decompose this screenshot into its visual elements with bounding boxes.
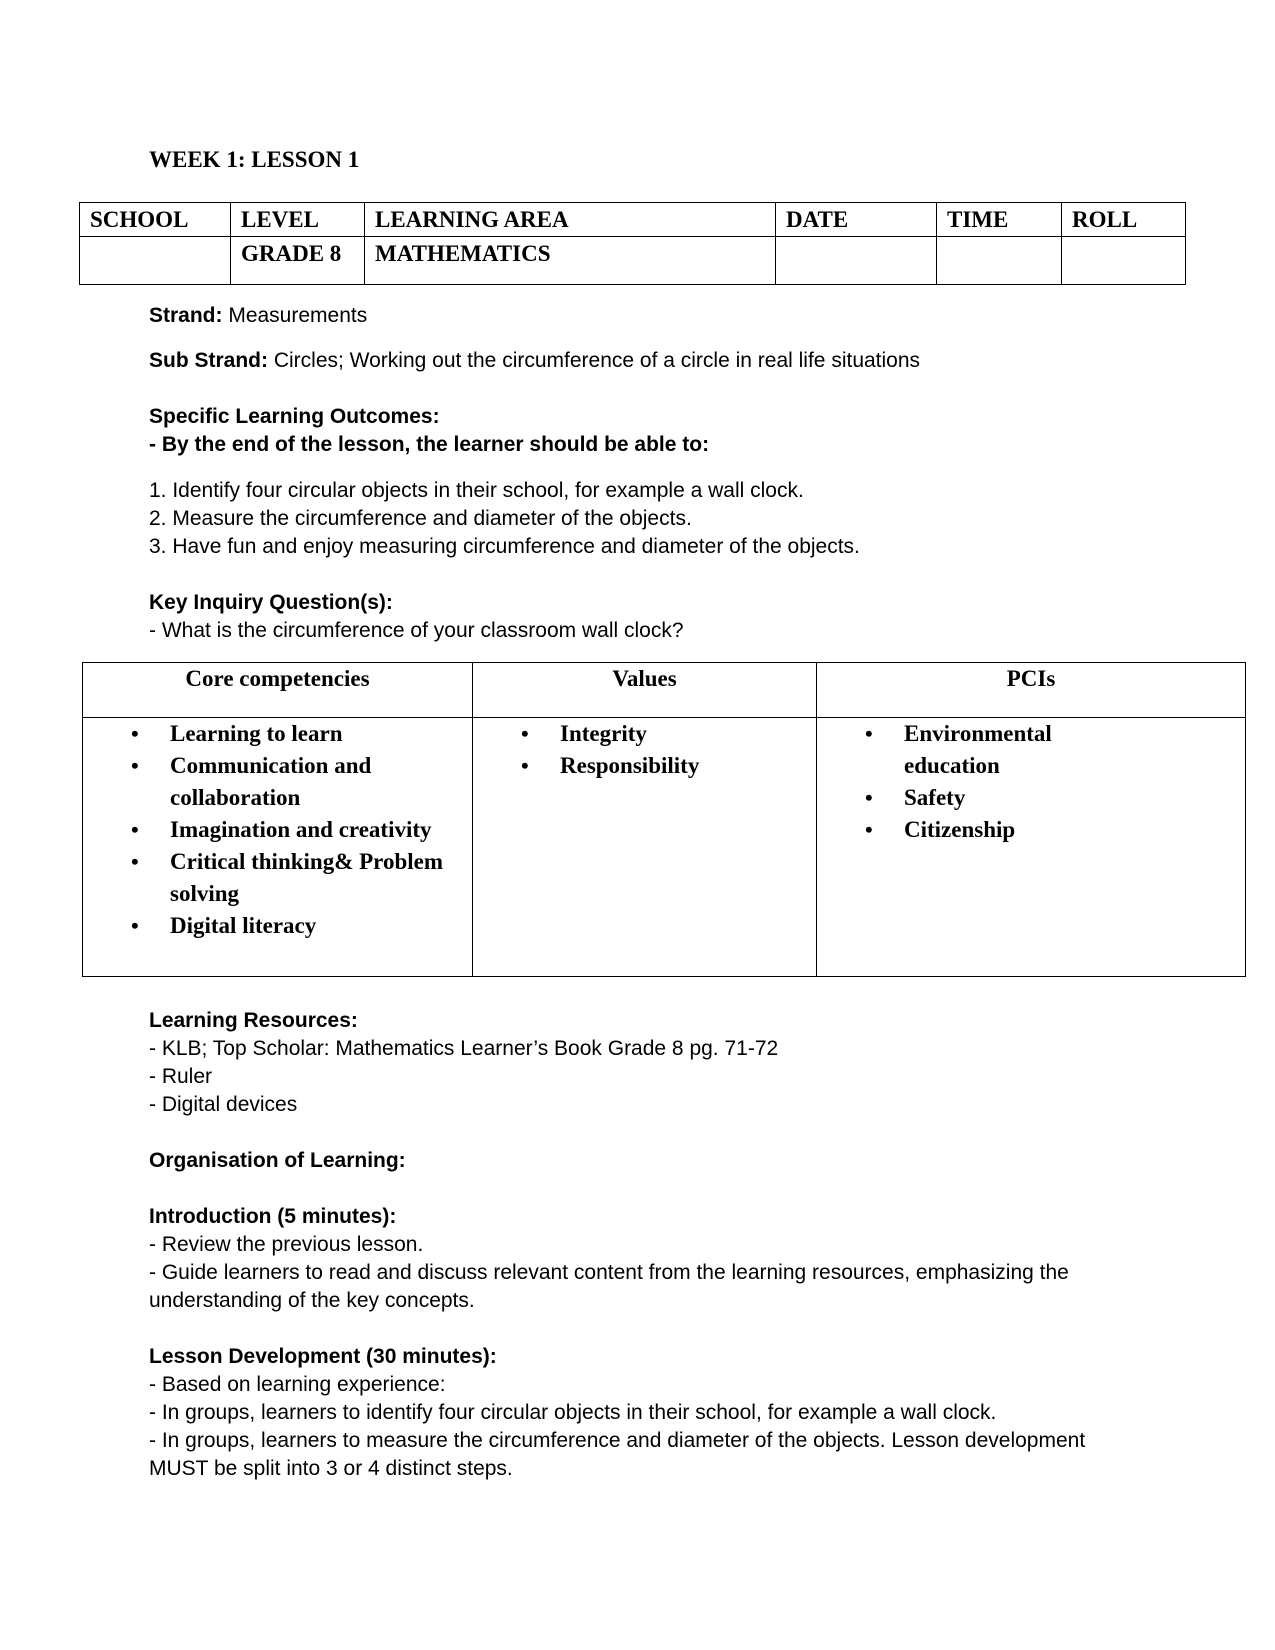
development-item: - Based on learning experience: <box>149 1373 446 1396</box>
value-cell-level: GRADE 8 <box>231 237 365 285</box>
header-cell-level: LEVEL <box>231 203 365 237</box>
outcome-item: 1. Identify four circular objects in their school, for example a wall clock. <box>149 479 804 502</box>
outcomes-intro: - By the end of the lesson, the learner should be able to: <box>149 433 710 456</box>
value-cell-learning-area: MATHEMATICS <box>365 237 776 285</box>
core-competencies-list <box>83 718 472 942</box>
week-title: WEEK 1: LESSON 1 <box>149 147 360 172</box>
introduction-item: - Review the previous lesson. <box>149 1233 424 1256</box>
development-heading: Lesson Development (30 minutes): <box>149 1345 497 1368</box>
strand-value: Measurements <box>222 304 368 327</box>
pci-item: • Safety <box>817 782 1245 814</box>
development-item: - In groups, learners to measure the circumference and diameter of the objects. Lesson development MUST be split into 3 or 4 distinct steps. <box>149 1429 1086 1480</box>
core-competency-item: • Learning to learn <box>83 718 472 750</box>
competency-content-row <box>83 718 1246 977</box>
header-cell-time: TIME <box>937 203 1062 237</box>
resources-heading: Learning Resources: <box>149 1009 358 1032</box>
pcis-list <box>817 718 1245 846</box>
resources-section <box>149 1007 1149 1119</box>
outcomes-section <box>149 403 1149 459</box>
header-cell-roll: ROLL <box>1062 203 1186 237</box>
header-row <box>80 203 1186 237</box>
header-cell-school: SCHOOL <box>80 203 231 237</box>
pci-item: • Citizenship <box>817 814 1245 846</box>
value-cell-roll <box>1062 237 1186 285</box>
resource-item: - Ruler <box>149 1065 213 1088</box>
outcomes-heading: Specific Learning Outcomes: <box>149 405 440 428</box>
value-cell-date <box>776 237 937 285</box>
organisation-heading: Organisation of Learning: <box>149 1149 406 1172</box>
pcis-header: PCIs <box>817 663 1246 718</box>
introduction-section <box>149 1203 1129 1315</box>
value-item: • Integrity <box>473 718 816 750</box>
introduction-item: - Guide learners to read and discuss relevant content from the learning resources, emphasizing the understanding of the key concepts. <box>149 1261 1069 1312</box>
core-competency-item: • Imagination and creativity <box>83 814 472 846</box>
core-competencies-header: Core competencies <box>83 663 473 718</box>
values-cell <box>473 718 817 977</box>
outcomes-list <box>149 477 1149 561</box>
organisation-section <box>149 1147 1149 1175</box>
value-item: • Responsibility <box>473 750 816 782</box>
inquiry-section <box>149 589 1149 645</box>
strand-label: Strand: <box>149 304 223 327</box>
resource-item: - KLB; Top Scholar: Mathematics Learner’s Book Grade 8 pg. 71-72 <box>149 1037 779 1060</box>
outcome-item: 2. Measure the circumference and diameter of the objects. <box>149 507 692 530</box>
inquiry-heading: Key Inquiry Question(s): <box>149 591 393 614</box>
pci-item: • Environmental education <box>817 718 1245 782</box>
value-row <box>80 237 1186 285</box>
core-competency-item: • Digital literacy <box>83 910 472 942</box>
resource-item: - Digital devices <box>149 1093 298 1116</box>
values-header: Values <box>473 663 817 718</box>
competency-table <box>82 662 1246 977</box>
lesson-header-table <box>79 202 1186 285</box>
sub-strand-value: Circles; Working out the circumference of a circle in real life situations <box>268 349 921 372</box>
development-item: - In groups, learners to identify four circular objects in their school, for example a wall clock. <box>149 1401 997 1424</box>
pcis-cell <box>817 718 1246 977</box>
header-cell-learning-area: LEARNING AREA <box>365 203 776 237</box>
sub-strand-line <box>149 347 920 375</box>
sub-strand-label: Sub Strand: <box>149 349 268 372</box>
outcome-item: 3. Have fun and enjoy measuring circumference and diameter of the objects. <box>149 535 860 558</box>
core-competencies-cell <box>83 718 473 977</box>
strand-line <box>149 302 367 330</box>
core-competency-item: • Critical thinking& Problem solving <box>83 846 472 910</box>
value-cell-school <box>80 237 231 285</box>
development-section <box>149 1343 1129 1483</box>
value-cell-time <box>937 237 1062 285</box>
core-competency-item: • Communication and collaboration <box>83 750 472 814</box>
values-list <box>473 718 816 782</box>
introduction-heading: Introduction (5 minutes): <box>149 1205 397 1228</box>
inquiry-question: - What is the circumference of your classroom wall clock? <box>149 619 684 642</box>
competency-header-row <box>83 663 1246 718</box>
header-cell-date: DATE <box>776 203 937 237</box>
